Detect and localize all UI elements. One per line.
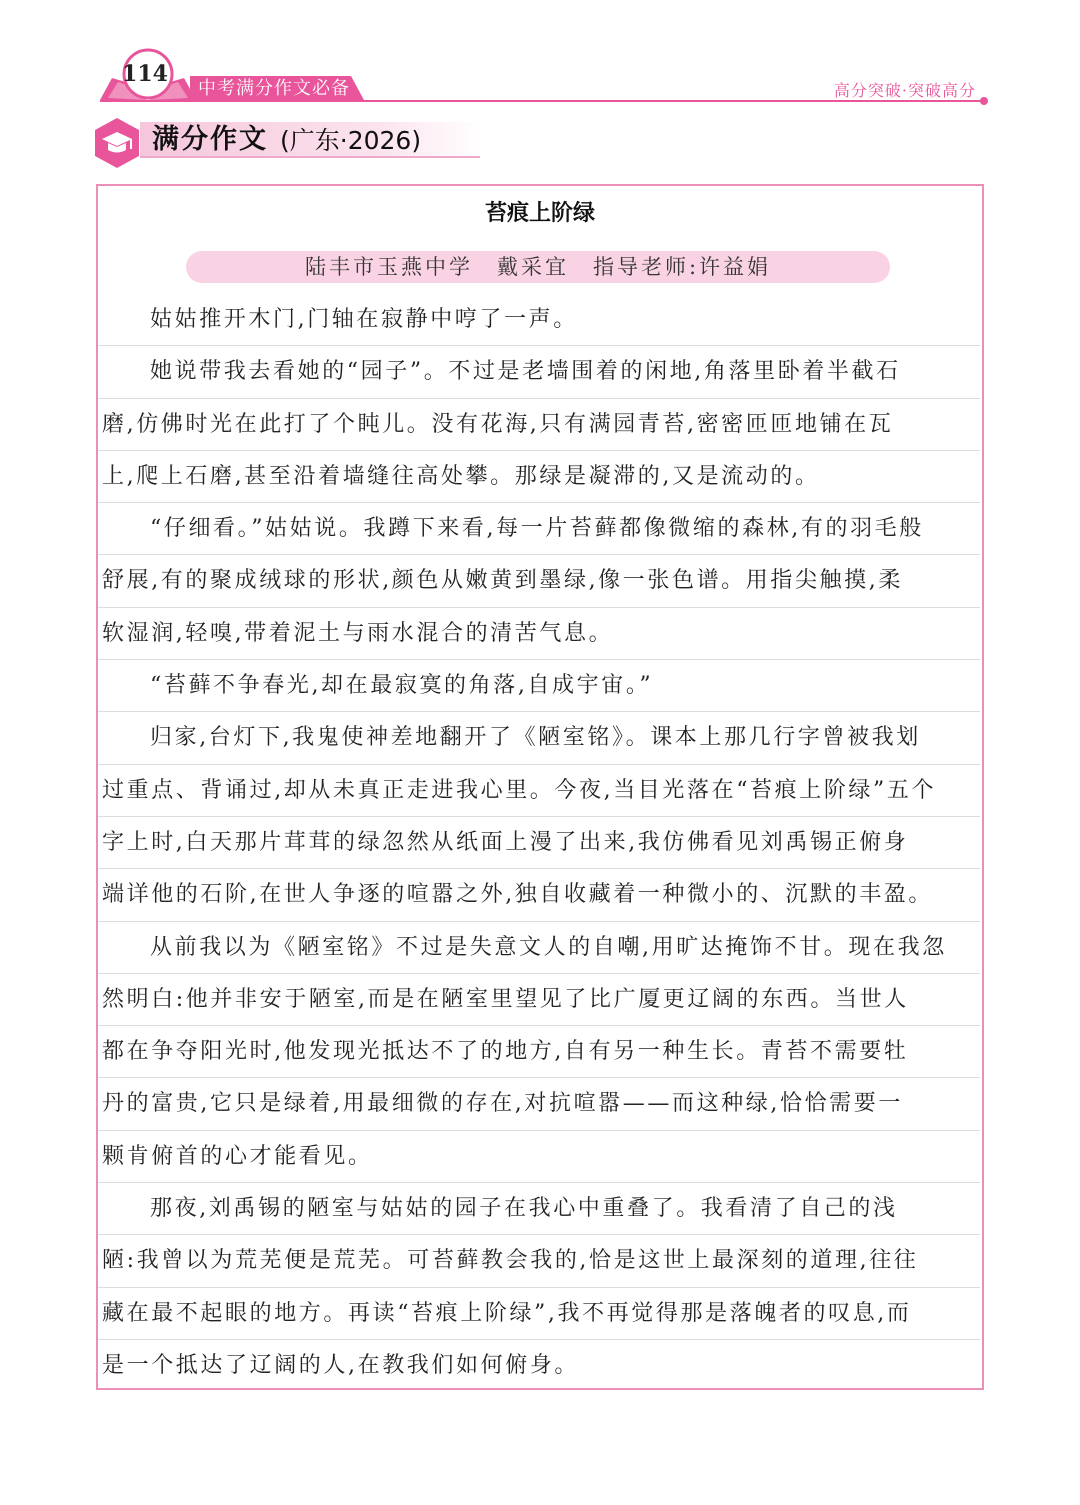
section-subtitle: (广东·2026) bbox=[280, 126, 422, 155]
essay-line: 姑姑推开木门,门轴在寂静中哼了一声。 bbox=[98, 294, 980, 346]
author-line: 陆丰市玉燕中学 戴采宜 指导老师:许益娟 bbox=[304, 255, 772, 279]
essay-line: “苔藓不争春光,却在最寂寞的角落,自成宇宙。” bbox=[98, 660, 980, 712]
essay-line: 都在争夺阳光时,他发现光抵达不了的地方,自有另一种生长。青苔不需要牡 bbox=[98, 1026, 980, 1078]
header-slogan: 高分突破·突破高分 bbox=[833, 81, 976, 100]
essay-line: 端详他的石阶,在世人争逐的喧嚣之外,独自收藏着一种微小的、沉默的丰盈。 bbox=[98, 869, 980, 921]
essay-line: 舒展,有的聚成绒球的形状,颜色从嫩黄到墨绿,像一张色谱。用指尖触摸,柔 bbox=[98, 555, 980, 607]
essay-line: 颗肯俯首的心才能看见。 bbox=[98, 1131, 980, 1183]
essay-line: 字上时,白天那片茸茸的绿忽然从纸面上漫了出来,我仿佛看见刘禹锡正俯身 bbox=[98, 817, 980, 869]
essay-line: 丹的富贵,它只是绿着,用最细微的存在,对抗喧嚣——而这种绿,恰恰需要一 bbox=[98, 1078, 980, 1130]
essay-line: 然明白:他并非安于陋室,而是在陋室里望见了比广厦更辽阔的东西。当世人 bbox=[98, 974, 980, 1026]
essay-title: 苔痕上阶绿 bbox=[484, 200, 595, 226]
essay-line: 过重点、背诵过,却从未真正走进我心里。今夜,当目光落在“苔痕上阶绿”五个 bbox=[98, 765, 980, 817]
essay-line: 陋:我曾以为荒芜便是荒芜。可苔藓教会我的,恰是这世上最深刻的道理,往往 bbox=[98, 1235, 980, 1287]
essay-line: 软湿润,轻嗅,带着泥土与雨水混合的清苦气息。 bbox=[98, 608, 980, 660]
essay-line: “仔细看。”姑姑说。我蹲下来看,每一片苔藓都像微缩的森林,有的羽毛般 bbox=[98, 503, 980, 555]
essay-line: 藏在最不起眼的地方。再读“苔痕上阶绿”,我不再觉得那是落魄者的叹息,而 bbox=[98, 1288, 980, 1340]
book-title: 中考满分作文必备 bbox=[198, 78, 350, 99]
essay-line: 她说带我去看她的“园子”。不过是老墙围着的闲地,角落里卧着半截石 bbox=[98, 346, 980, 398]
essay-line: 磨,仿佛时光在此打了个盹儿。没有花海,只有满园青苔,密密匝匝地铺在瓦 bbox=[98, 399, 980, 451]
essay-line: 归家,台灯下,我鬼使神差地翻开了《陋室铭》。课本上那几行字曾被我划 bbox=[98, 712, 980, 764]
page-number: 114 bbox=[122, 61, 168, 87]
graduation-cap-icon bbox=[92, 116, 142, 170]
essay-line: 那夜,刘禹锡的陋室与姑姑的园子在我心中重叠了。我看清了自己的浅 bbox=[98, 1183, 980, 1235]
essay-line: 上,爬上石磨,甚至沿着墙缝往高处攀。那绿是凝滞的,又是流动的。 bbox=[98, 451, 980, 503]
section-title: 满分作文 bbox=[152, 124, 268, 155]
essay-line: 是一个抵达了辽阔的人,在教我们如何俯身。 bbox=[102, 1352, 579, 1378]
header-divider-dot bbox=[980, 97, 988, 105]
essay-line: 从前我以为《陋室铭》不过是失意文人的自嘲,用旷达掩饰不甘。现在我忽 bbox=[98, 922, 980, 974]
essay-body bbox=[98, 294, 980, 1392]
